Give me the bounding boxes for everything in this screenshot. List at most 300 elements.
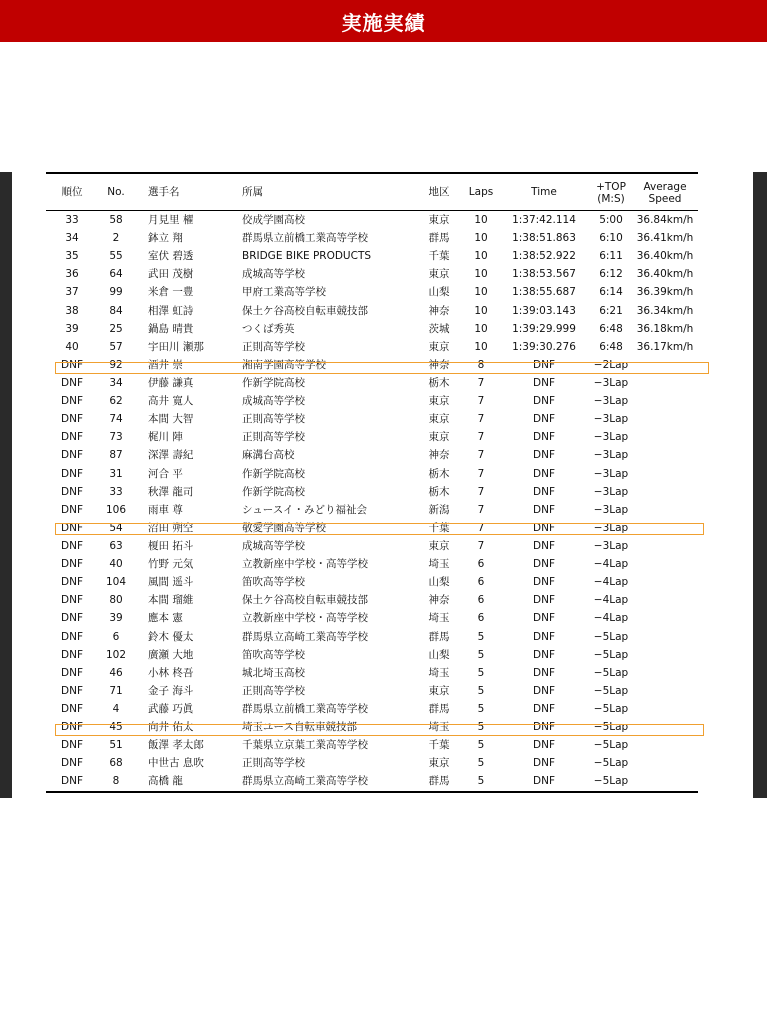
cell-team: 成城高等学校 xyxy=(242,395,305,408)
cell-area: 東京 xyxy=(428,413,450,426)
cell-rank: DNF xyxy=(61,503,83,516)
cell-laps: 5 xyxy=(477,702,485,715)
cell-rank: DNF xyxy=(61,395,83,408)
cell-laps: 5 xyxy=(477,684,485,697)
table-row xyxy=(46,211,698,229)
cell-laps: 7 xyxy=(477,485,485,498)
cell-laps: 7 xyxy=(477,539,485,552)
col-area-header: 地区 xyxy=(428,186,450,198)
table-row xyxy=(46,555,698,573)
cell-gap: −4Lap xyxy=(593,558,629,571)
table-row xyxy=(46,247,698,265)
cell-name: 廣瀬 大地 xyxy=(148,648,194,661)
cell-rank: DNF xyxy=(61,594,83,607)
cell-area: 埼玉 xyxy=(428,612,450,625)
cell-area: 東京 xyxy=(428,395,450,408)
cell-area: 千葉 xyxy=(428,521,450,534)
table-row xyxy=(46,591,698,609)
cell-time: DNF xyxy=(533,558,555,571)
cell-no: 63 xyxy=(109,539,123,552)
cell-rank: 36 xyxy=(65,268,79,281)
table-row xyxy=(46,700,698,718)
cell-gap: 5:00 xyxy=(599,214,623,226)
cell-area: 東京 xyxy=(428,214,450,226)
cell-rank: DNF xyxy=(61,684,83,697)
cell-time: DNF xyxy=(533,485,555,498)
cell-time: DNF xyxy=(533,467,555,480)
cell-gap: −3Lap xyxy=(593,521,629,534)
cell-gap: −3Lap xyxy=(593,395,629,408)
cell-gap: −5Lap xyxy=(593,702,629,715)
cell-area: 東京 xyxy=(428,431,450,444)
table-row xyxy=(46,772,698,790)
cell-laps: 6 xyxy=(477,612,485,625)
cell-time: 1:38:53.567 xyxy=(512,268,576,281)
table-row xyxy=(46,609,698,627)
cell-team: 埼玉ユース自転車競技部 xyxy=(242,721,357,734)
table-row xyxy=(46,664,698,682)
cell-no: 2 xyxy=(112,232,120,245)
cell-time: DNF xyxy=(533,648,555,661)
cell-area: 新潟 xyxy=(428,503,450,516)
cell-team: 笛吹高等学校 xyxy=(242,648,305,661)
table-row xyxy=(46,446,698,464)
cell-laps: 10 xyxy=(474,322,488,335)
cell-rank: DNF xyxy=(61,558,83,571)
table-body xyxy=(46,211,698,791)
cell-time: 1:37:42.114 xyxy=(512,214,576,226)
cell-no: 55 xyxy=(109,250,123,263)
cell-area: 東京 xyxy=(428,684,450,697)
cell-team: 敬愛学園高等学校 xyxy=(242,521,326,534)
table-row xyxy=(46,320,698,338)
cell-rank: 38 xyxy=(65,304,79,317)
right-side-bar xyxy=(753,172,767,798)
cell-time: DNF xyxy=(533,757,555,770)
cell-no: 102 xyxy=(105,648,127,661)
cell-team: 佼成学園高校 xyxy=(242,214,305,226)
cell-gap: 6:48 xyxy=(599,340,623,353)
cell-area: 群馬 xyxy=(428,630,450,643)
col-rank-header: 順位 xyxy=(61,186,83,198)
table-row xyxy=(46,283,698,301)
cell-laps: 10 xyxy=(474,250,488,263)
col-time-header: Time xyxy=(531,186,557,198)
cell-name: 宇田川 瀬那 xyxy=(148,340,204,353)
cell-no: 51 xyxy=(109,739,123,752)
cell-time: DNF xyxy=(533,702,555,715)
cell-area: 東京 xyxy=(428,539,450,552)
cell-team: 笛吹高等学校 xyxy=(242,576,305,589)
cell-name: 竹野 元気 xyxy=(148,558,194,571)
cell-rank: DNF xyxy=(61,576,83,589)
cell-team: 立教新座中学校・高等学校 xyxy=(242,612,368,625)
cell-gap: −3Lap xyxy=(593,431,629,444)
table-row xyxy=(46,628,698,646)
cell-time: DNF xyxy=(533,449,555,462)
cell-name: 本間 瑠維 xyxy=(148,594,194,607)
cell-area: 千葉 xyxy=(428,250,450,263)
cell-gap: 6:12 xyxy=(599,268,623,281)
cell-gap: 6:11 xyxy=(599,250,623,263)
cell-rank: DNF xyxy=(61,630,83,643)
cell-area: 栃木 xyxy=(428,467,450,480)
cell-gap: −5Lap xyxy=(593,721,629,734)
cell-no: 45 xyxy=(109,721,123,734)
table-row xyxy=(46,501,698,519)
cell-time: DNF xyxy=(533,739,555,752)
cell-gap: −3Lap xyxy=(593,539,629,552)
cell-area: 群馬 xyxy=(428,232,450,245)
cell-no: 58 xyxy=(109,214,123,226)
cell-rank: DNF xyxy=(61,539,83,552)
cell-gap: −4Lap xyxy=(593,612,629,625)
table-header xyxy=(46,174,698,211)
cell-area: 東京 xyxy=(428,340,450,353)
table-row xyxy=(46,754,698,772)
cell-laps: 5 xyxy=(477,757,485,770)
col-laps-header: Laps xyxy=(468,186,494,198)
cell-name: 金子 海斗 xyxy=(148,684,194,697)
cell-rank: DNF xyxy=(61,431,83,444)
cell-area: 神奈 xyxy=(428,594,450,607)
cell-rank: 33 xyxy=(65,214,79,226)
cell-rank: DNF xyxy=(61,612,83,625)
cell-team: 立教新座中学校・高等学校 xyxy=(242,558,368,571)
cell-time: DNF xyxy=(533,630,555,643)
cell-laps: 5 xyxy=(477,721,485,734)
cell-gap: −3Lap xyxy=(593,376,629,389)
cell-gap: −4Lap xyxy=(593,576,629,589)
col-name-header: 選手名 xyxy=(148,186,180,198)
cell-laps: 7 xyxy=(477,376,485,389)
col-no-header: No. xyxy=(107,186,125,198)
cell-laps: 5 xyxy=(477,666,485,679)
cell-area: 山梨 xyxy=(428,648,450,661)
cell-laps: 5 xyxy=(477,648,485,661)
cell-no: 87 xyxy=(109,449,123,462)
cell-area: 埼玉 xyxy=(428,666,450,679)
cell-area: 神奈 xyxy=(428,358,450,371)
cell-gap: −5Lap xyxy=(593,739,629,752)
cell-rank: 37 xyxy=(65,286,79,299)
cell-area: 山梨 xyxy=(428,576,450,589)
cell-team: 正則高等学校 xyxy=(242,757,305,770)
cell-gap: 6:10 xyxy=(599,232,623,245)
cell-no: 40 xyxy=(109,558,123,571)
table-row xyxy=(46,374,698,392)
cell-name: 中世古 息吹 xyxy=(148,757,204,770)
cell-no: 104 xyxy=(105,576,127,589)
table-row xyxy=(46,682,698,700)
cell-area: 埼玉 xyxy=(428,721,450,734)
cell-rank: DNF xyxy=(61,721,83,734)
page-title: 実施実績 xyxy=(341,10,426,35)
cell-time: DNF xyxy=(533,376,555,389)
cell-no: 62 xyxy=(109,395,123,408)
cell-name: 相澤 虹詩 xyxy=(148,304,194,317)
cell-avg: 36.84km/h xyxy=(636,214,694,226)
cell-time: DNF xyxy=(533,594,555,607)
cell-laps: 5 xyxy=(477,775,485,788)
cell-rank: DNF xyxy=(61,739,83,752)
cell-rank: DNF xyxy=(61,521,83,534)
cell-time: DNF xyxy=(533,775,555,788)
cell-gap: −5Lap xyxy=(593,630,629,643)
cell-team: 正則高等学校 xyxy=(242,684,305,697)
page-header xyxy=(0,0,767,42)
cell-name: 深澤 壽紀 xyxy=(148,449,194,462)
cell-team: つくば秀英 xyxy=(242,322,295,335)
table-row xyxy=(46,410,698,428)
cell-name: 沼田 朔空 xyxy=(148,521,194,534)
cell-avg: 36.18km/h xyxy=(636,322,694,335)
cell-time: 1:39:29.999 xyxy=(512,322,576,335)
cell-team: 成城高等学校 xyxy=(242,539,305,552)
cell-area: 埼玉 xyxy=(428,558,450,571)
cell-time: DNF xyxy=(533,684,555,697)
cell-time: 1:39:30.276 xyxy=(512,340,576,353)
cell-team: 作新学院高校 xyxy=(242,485,305,498)
cell-team: 正則高等学校 xyxy=(242,431,305,444)
table-row xyxy=(46,229,698,247)
cell-gap: −4Lap xyxy=(593,594,629,607)
cell-name: 榎田 拓斗 xyxy=(148,539,194,552)
cell-laps: 10 xyxy=(474,304,488,317)
row-highlight xyxy=(55,362,709,374)
cell-laps: 6 xyxy=(477,558,485,571)
cell-area: 栃木 xyxy=(428,485,450,498)
cell-name: 飯澤 孝太郎 xyxy=(148,739,204,752)
cell-laps: 10 xyxy=(474,268,488,281)
cell-team: 群馬県立前橋工業高等学校 xyxy=(242,232,368,245)
table-row xyxy=(46,483,698,501)
cell-team: 千葉県立京葉工業高等学校 xyxy=(242,739,368,752)
cell-time: 1:38:51.863 xyxy=(512,232,576,245)
cell-rank: DNF xyxy=(61,376,83,389)
cell-no: 39 xyxy=(109,612,123,625)
cell-name: 雨車 尊 xyxy=(148,503,183,516)
cell-name: 月見里 櫂 xyxy=(148,214,194,226)
cell-no: 33 xyxy=(109,485,123,498)
table-row xyxy=(46,465,698,483)
cell-time: DNF xyxy=(533,576,555,589)
cell-time: 1:39:03.143 xyxy=(512,304,576,317)
cell-time: DNF xyxy=(533,503,555,516)
row-highlight xyxy=(55,724,704,736)
cell-no: 46 xyxy=(109,666,123,679)
cell-gap: 6:48 xyxy=(599,322,623,335)
cell-rank: 35 xyxy=(65,250,79,263)
cell-name: 鍋島 晴貴 xyxy=(148,322,194,335)
table-row xyxy=(46,736,698,754)
cell-name: 風間 遥斗 xyxy=(148,576,194,589)
cell-laps: 7 xyxy=(477,467,485,480)
cell-team: 湘南学園高等学校 xyxy=(242,358,326,371)
cell-team: 作新学院高校 xyxy=(242,467,305,480)
cell-laps: 10 xyxy=(474,340,488,353)
cell-name: 武藤 巧眞 xyxy=(148,702,194,715)
cell-name: 米倉 一豊 xyxy=(148,286,194,299)
cell-time: DNF xyxy=(533,358,555,371)
cell-team: 正則高等学校 xyxy=(242,413,305,426)
cell-laps: 5 xyxy=(477,739,485,752)
cell-name: 本間 大智 xyxy=(148,413,194,426)
cell-no: 92 xyxy=(109,358,123,371)
cell-no: 8 xyxy=(112,775,120,788)
cell-name: 河合 平 xyxy=(148,467,183,480)
cell-gap: −5Lap xyxy=(593,775,629,788)
cell-team: 群馬県立高崎工業高等学校 xyxy=(242,630,368,643)
cell-time: DNF xyxy=(533,539,555,552)
cell-team: 成城高等学校 xyxy=(242,268,305,281)
cell-team: 保土ケ谷高校自転車競技部 xyxy=(242,594,368,607)
cell-gap: 6:14 xyxy=(599,286,623,299)
cell-no: 68 xyxy=(109,757,123,770)
col-avg-header: Average Speed xyxy=(643,181,687,205)
cell-laps: 7 xyxy=(477,431,485,444)
cell-laps: 8 xyxy=(477,358,485,371)
cell-gap: −3Lap xyxy=(593,485,629,498)
cell-time: 1:38:55.687 xyxy=(512,286,576,299)
cell-time: DNF xyxy=(533,612,555,625)
cell-team: 甲府工業高等学校 xyxy=(242,286,326,299)
cell-time: DNF xyxy=(533,721,555,734)
cell-team: 保土ケ谷高校自転車競技部 xyxy=(242,304,368,317)
table-row xyxy=(46,537,698,555)
cell-rank: 39 xyxy=(65,322,79,335)
cell-name: 向井 佑太 xyxy=(148,721,194,734)
cell-area: 神奈 xyxy=(428,304,450,317)
left-side-bar xyxy=(0,172,12,798)
cell-laps: 6 xyxy=(477,576,485,589)
cell-gap: −2Lap xyxy=(593,358,629,371)
cell-gap: −3Lap xyxy=(593,467,629,480)
cell-time: 1:38:52.922 xyxy=(512,250,576,263)
table-row xyxy=(46,573,698,591)
results-table xyxy=(46,172,698,793)
cell-no: 71 xyxy=(109,684,123,697)
cell-avg: 36.34km/h xyxy=(636,304,694,317)
cell-time: DNF xyxy=(533,666,555,679)
cell-team: 作新学院高校 xyxy=(242,376,305,389)
cell-rank: DNF xyxy=(61,358,83,371)
cell-rank: 34 xyxy=(65,232,79,245)
cell-name: 小林 柊吾 xyxy=(148,666,194,679)
cell-team: シュースイ・みどり福祉会 xyxy=(242,503,368,516)
cell-name: 武田 茂樹 xyxy=(148,268,194,281)
cell-gap: −3Lap xyxy=(593,449,629,462)
table-row xyxy=(46,338,698,356)
cell-no: 73 xyxy=(109,431,123,444)
cell-laps: 10 xyxy=(474,286,488,299)
cell-area: 神奈 xyxy=(428,449,450,462)
cell-team: BRIDGE BIKE PRODUCTS xyxy=(242,250,372,263)
cell-name: 梶川 陣 xyxy=(148,431,183,444)
cell-team: 正則高等学校 xyxy=(242,340,305,353)
cell-gap: −5Lap xyxy=(593,666,629,679)
cell-rank: 40 xyxy=(65,340,79,353)
cell-rank: DNF xyxy=(61,648,83,661)
cell-gap: −3Lap xyxy=(593,413,629,426)
table-row xyxy=(46,646,698,664)
cell-laps: 7 xyxy=(477,413,485,426)
cell-rank: DNF xyxy=(61,413,83,426)
cell-name: 應本 憲 xyxy=(148,612,183,625)
cell-time: DNF xyxy=(533,395,555,408)
cell-rank: DNF xyxy=(61,449,83,462)
cell-name: 秋澤 龍司 xyxy=(148,485,194,498)
cell-avg: 36.40km/h xyxy=(636,268,694,281)
cell-time: DNF xyxy=(533,413,555,426)
cell-rank: DNF xyxy=(61,757,83,770)
cell-team: 城北埼玉高校 xyxy=(242,666,305,679)
cell-laps: 7 xyxy=(477,395,485,408)
cell-time: DNF xyxy=(533,431,555,444)
cell-avg: 36.40km/h xyxy=(636,250,694,263)
table-row xyxy=(46,302,698,320)
cell-laps: 7 xyxy=(477,521,485,534)
cell-laps: 10 xyxy=(474,214,488,226)
cell-laps: 6 xyxy=(477,594,485,607)
cell-gap: −3Lap xyxy=(593,503,629,516)
cell-area: 東京 xyxy=(428,757,450,770)
cell-area: 栃木 xyxy=(428,376,450,389)
cell-rank: DNF xyxy=(61,485,83,498)
cell-area: 群馬 xyxy=(428,702,450,715)
cell-gap: 6:21 xyxy=(599,304,623,317)
cell-no: 80 xyxy=(109,594,123,607)
col-team-header: 所属 xyxy=(242,186,263,198)
cell-no: 4 xyxy=(112,702,120,715)
cell-gap: −5Lap xyxy=(593,648,629,661)
cell-avg: 36.39km/h xyxy=(636,286,694,299)
cell-rank: DNF xyxy=(61,775,83,788)
cell-area: 千葉 xyxy=(428,739,450,752)
table-row xyxy=(46,265,698,283)
cell-no: 31 xyxy=(109,467,123,480)
cell-team: 群馬県立前橋工業高等学校 xyxy=(242,702,368,715)
cell-no: 6 xyxy=(112,630,120,643)
cell-gap: −5Lap xyxy=(593,757,629,770)
cell-no: 34 xyxy=(109,376,123,389)
cell-avg: 36.41km/h xyxy=(636,232,694,245)
cell-no: 99 xyxy=(109,286,123,299)
cell-area: 群馬 xyxy=(428,775,450,788)
row-highlight xyxy=(55,523,704,535)
table-row xyxy=(46,392,698,410)
cell-laps: 10 xyxy=(474,232,488,245)
cell-team: 群馬県立高崎工業高等学校 xyxy=(242,775,368,788)
cell-laps: 7 xyxy=(477,449,485,462)
cell-area: 茨城 xyxy=(428,322,450,335)
cell-laps: 5 xyxy=(477,630,485,643)
cell-name: 高橋 龍 xyxy=(148,775,183,788)
cell-team: 麻溝台高校 xyxy=(242,449,295,462)
cell-time: DNF xyxy=(533,521,555,534)
cell-no: 54 xyxy=(109,521,123,534)
cell-rank: DNF xyxy=(61,467,83,480)
cell-gap: −5Lap xyxy=(593,684,629,697)
cell-no: 84 xyxy=(109,304,123,317)
col-gap-header: +TOP (M:S) xyxy=(596,181,626,205)
cell-name: 鉢立 翔 xyxy=(148,232,183,245)
cell-name: 伊藤 謙真 xyxy=(148,376,194,389)
cell-no: 64 xyxy=(109,268,123,281)
cell-name: 高井 寛人 xyxy=(148,395,194,408)
cell-name: 鈴木 優太 xyxy=(148,630,194,643)
cell-no: 74 xyxy=(109,413,123,426)
